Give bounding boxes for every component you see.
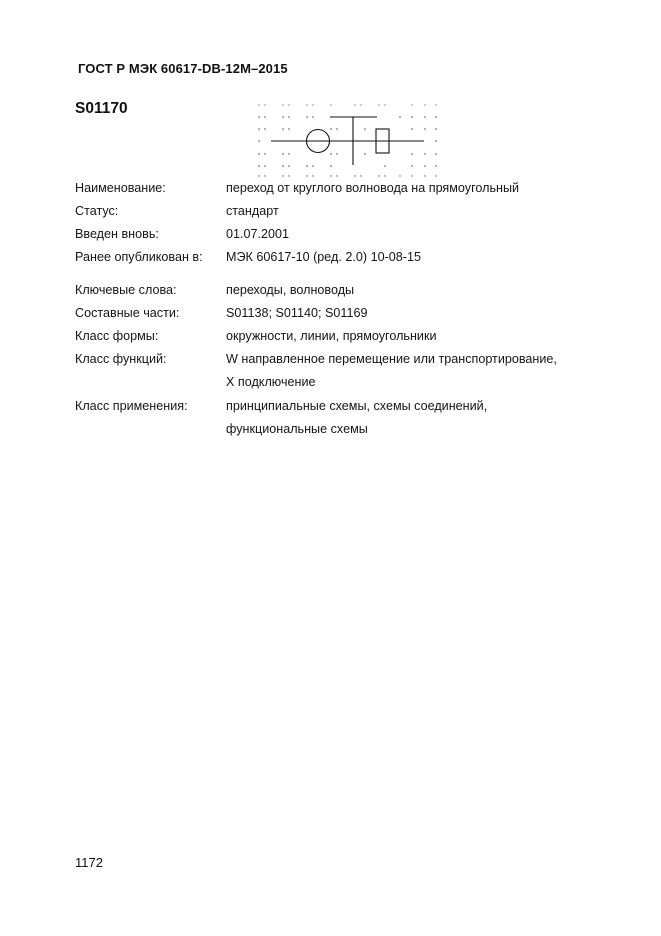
meta-value: МЭК 60617-10 (ред. 2.0) 10-08-15 [226,250,421,264]
symbol-id: S01170 [75,100,128,117]
meta-value: X подключение [226,375,316,389]
meta-value: принципиальные схемы, схемы соединений, [226,399,488,413]
meta-value: W направленное перемещение или транспортирование, [226,352,557,366]
symbol-lines [271,117,424,165]
waveguide-transition-symbol-icon [250,98,445,180]
meta-value: функциональные схемы [226,422,368,436]
meta-label: Введен вновь: [75,227,159,241]
meta-label: Ранее опубликован в: [75,250,203,264]
meta-label: Класс формы: [75,329,159,343]
meta-value: окружности, линии, прямоугольники [226,329,437,343]
meta-value: переходы, волноводы [226,283,355,297]
meta-label: Ключевые слова: [75,283,177,297]
meta-label: Наименование: [75,181,166,195]
meta-value: переход от круглого волновода на прямоугольный [226,181,520,195]
meta-label: Класс применения: [75,399,188,413]
meta-value: S01138; S01140; S01169 [226,306,368,320]
meta-label: Статус: [75,204,119,218]
meta-value: 01.07.2001 [226,227,290,241]
document-header: ГОСТ Р МЭК 60617-DB-12M–2015 [78,61,288,76]
meta-value: стандарт [226,204,279,218]
meta-label: Составные части: [75,306,180,320]
meta-label: Класс функций: [75,352,167,366]
page-number: 1172 [75,855,103,870]
